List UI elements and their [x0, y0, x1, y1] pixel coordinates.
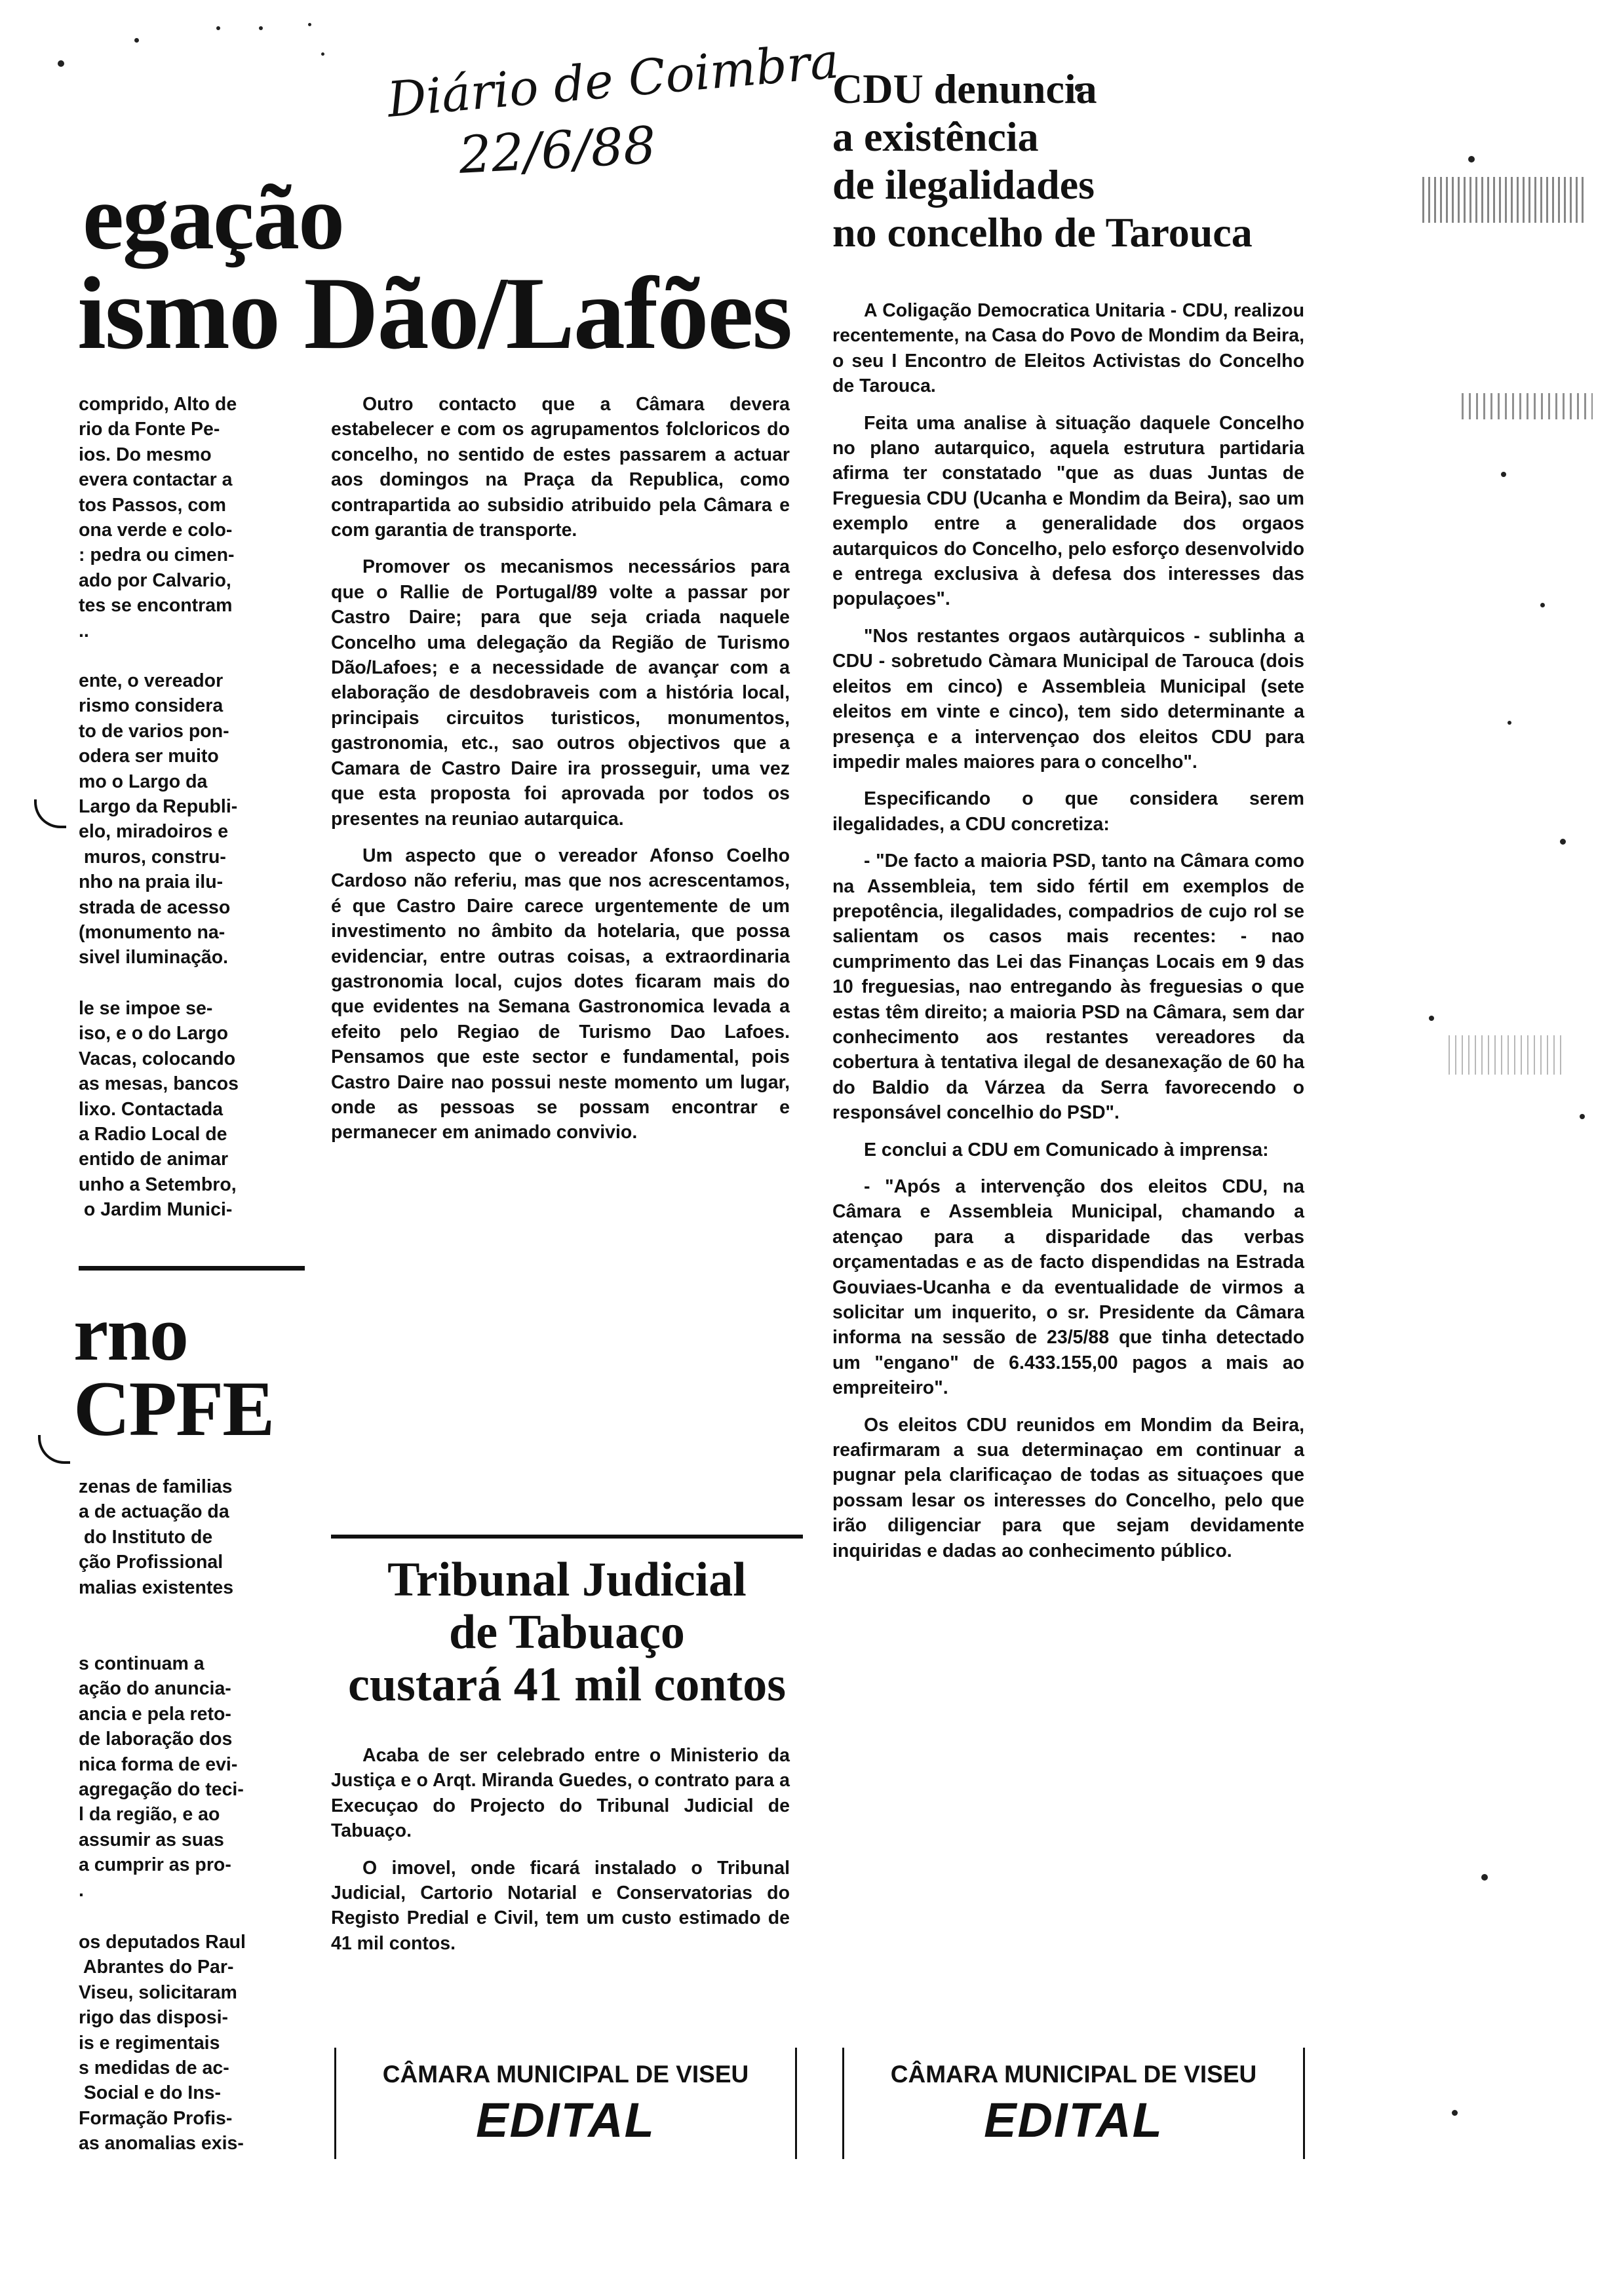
cdu-headline-line4: no concelho de Tarouca — [832, 208, 1253, 256]
left-headline-line1: egação — [83, 165, 344, 269]
middle-para-1: Outro contacto que a Câmara devera estabelecer e com os agrupamentos folcloricos do concelho, no sentido de estes passarem a actuar aos domingos na Praça da Republica, como contrapartida ao subsidio atribuido pela Câmara e com garantia de transporte. — [331, 394, 790, 541]
clip-bracket-2 — [38, 1435, 70, 1464]
left-divider — [79, 1266, 305, 1271]
left-para-6: os deputados Raul Abrantes do Par- Viseu, solicitaram rigo das disposi- is e regimentais s medidas de ac- Social e do Ins- Formação Profis- as anomalias exis- — [79, 1932, 246, 2154]
tribunal-headline-line1: Tribunal Judicial — [387, 1553, 747, 1607]
cdu-body — [832, 298, 1304, 1575]
cdu-headline — [832, 66, 1324, 257]
cdu-headline-line3: de ilegalidades — [832, 161, 1095, 208]
handwritten-date: 22/6/88 — [457, 116, 657, 185]
handwritten-source: Diário de Coimbra — [385, 33, 842, 128]
left-headline2-line1: rno — [73, 1290, 187, 1377]
tribunal-headline — [331, 1554, 803, 1712]
left-headline2-line2: CPFE — [73, 1365, 274, 1452]
cdu-para-5: - "De facto a maioria PSD, tanto na Câmara como na Assembleia, tem sido fértil em exemplos de prepotência, ilegalidades, compadrios de cujo rol se salientam os casos mais recentes: - nao cumprimento das Lei das Finanças Locais em 9 das 10 freguesias, nao entregando às freguesias o que estas têm direito; a maioria PSD na Câmara, sem dar conhecimento aos restantes vereadores da cobertura à tentativa ilegal de desanexação de 60 ha do Baldio da Várzea da Serra favorecendo o responsável concelhio do PSD". — [832, 851, 1304, 1124]
tribunal-headline-line2: de Tabuaço — [449, 1605, 685, 1659]
tribunal-headline-line3: custará 41 mil contos — [348, 1657, 786, 1712]
cdu-para-4: Especificando o que considera serem ilegalidades, a CDU concretiza: — [832, 788, 1304, 835]
cdu-headline-line2: a existência — [832, 113, 1039, 160]
middle-divider — [331, 1535, 803, 1539]
tribunal-body — [331, 1743, 790, 1968]
left-para-2: ente, o vereador rismo considera to de varios pon- odera ser muito mo o Largo da Largo da Republi- elo, miradoiros e muros, constru- nho na praia ilu- strada de acesso (monumento na- sivel iluminação. — [79, 670, 238, 968]
left-para-1: comprido, Alto de rio da Fonte Pe- ios. Do mesmo evera contactar a tos Passos, com ona verde e colo- : pedra ou cimen- ado por Calvario, tes se encontram .. — [79, 394, 237, 641]
edital-box-right — [842, 2048, 1305, 2159]
middle-column — [331, 392, 790, 1157]
cdu-para-8: Os eleitos CDU reunidos em Mondim da Beira, reafirmaram a sua determinaçao em continuar a pugnar pela clarificaçao de todas as situaçoes que possam lesar os interesses do Concelho, pelo que irão diligenciar para que sejam devidamente inquiridas e dadas ao conhecimento público. — [832, 1414, 1304, 1561]
cdu-para-2: Feita uma analise à situação daquele Concelho no plano autarquico, aquela estrutura partidaria afirma ter constatado "que as duas Juntas de Freguesia CDU (Ucanha e Mondim da Beira), sao um exemplo entre a generalidade dos orgaos autarquicos do Concelho, pelo esforço desenvolvido e entrega exclusiva à defesa dos interesses das populaçoes". — [832, 412, 1304, 610]
left-para-4: zenas de familias a de actuação da do Instituto de ção Profissional malias existentes — [79, 1476, 234, 1598]
cdu-para-6: E conclui a CDU em Comunicado à imprensa: — [864, 1139, 1269, 1160]
cdu-headline-line1: CDU denuncia — [832, 66, 1097, 112]
left-para-5: s continuam a ação do anuncia- ancia e pela reto- de laboração dos nica forma de evi- agregação do teci- l da região, e ao assumir as suas a cumprir as pro- . — [79, 1653, 244, 1901]
left-para-3: le se impoe se- iso, e o do Largo Vacas, colocando as mesas, bancos lixo. Contactada a Radio Local de entido de animar unho a Setembro, o Jardim Munici- — [79, 998, 239, 1221]
edital-left-label: EDITAL — [476, 2093, 655, 2147]
clip-bracket-1 — [34, 799, 66, 828]
edital-right-label: EDITAL — [984, 2093, 1163, 2147]
edital-left-title: CÂMARA MUNICIPAL DE VISEU — [382, 2061, 749, 2088]
tribunal-para-1: Acaba de ser celebrado entre o Ministerio da Justiça e o Arqt. Miranda Guedes, o contrato para a Execuçao do Projecto do Tribunal Judicial de Tabuaço. — [331, 1745, 790, 1842]
edital-box-left — [334, 2048, 797, 2159]
left-headline-line2: ismo Dão/Lafões — [77, 256, 792, 371]
cdu-para-1: A Coligação Democratica Unitaria - CDU, realizou recentemente, na Casa do Povo de Mondim da Beira, o seu I Encontro de Eleitos Activistas do Concelho de Tarouca. — [832, 300, 1304, 397]
cdu-para-3: "Nos restantes orgaos autàrquicos - sublinha a CDU - sobretudo Càmara Municipal de Tarouca (dois eleitos em cinco) e Assembleia Municipal (sete eleitos em vinte e cinco), tem sido determinante a presença e a intervençao dos eleitos CDU para impedir males maiores para o concelho". — [832, 625, 1304, 773]
middle-para-2: Promover os mecanismos necessários para que o Rallie de Portugal/89 volte a passar por Castro Daire; para que seja criada naquele Concelho uma delegação da Região de Turismo Dão/Lafoes; e a necessidade de avançar com a elaboração de desdobraveis com a história local, principais circuitos turisticos, monumentos, gastronomia, etc., sao outros objectivos que a Camara de Castro Daire ira prosseguir, uma vez que esta proposta foi aprovada por todos os presentes na reuniao autarquica. — [331, 556, 790, 830]
middle-para-3: Um aspecto que o vereador Afonso Coelho Cardoso não referiu, mas que nos acrescentamos, é que Castro Daire carece urgentemente de um investimento no âmbito da hotelaria, que possa evidenciar, entre outras coisas, a extraordinaria gastronomia local, cujos dotes ficaram mais do que evidentes na Semana Gastronomica levada a efeito pelo Regiao de Turismo Dao Lafoes. Pensamos que este sector e fundamental, pois Castro Daire nao possui neste momento um lugar, onde as pessoas se possam encontrar e permanecer em animado convivio. — [331, 845, 790, 1143]
tribunal-para-2: O imovel, onde ficará instalado o Tribunal Judicial, Cartorio Notarial e Conservatorias do Registo Predial e Civil, tem um custo estimado de 41 mil contos. — [331, 1857, 790, 1954]
edital-right-title: CÂMARA MUNICIPAL DE VISEU — [890, 2061, 1257, 2088]
cdu-para-7: - "Após a intervenção dos eleitos CDU, na Câmara e Assembleia Municipal, chamando a atençao para a disparidade das verbas orçamentadas e as de facto dispendidas na Estrada Gouviaes-Ucanha e da eventualidade de virmos a solicitar um inquerito, o sr. Presidente da Câmara informa na sessão de 23/5/88 que tinha detectado um "engano" de 6.433.155,00 pagos a mais ao empreiteiro". — [832, 1176, 1304, 1399]
